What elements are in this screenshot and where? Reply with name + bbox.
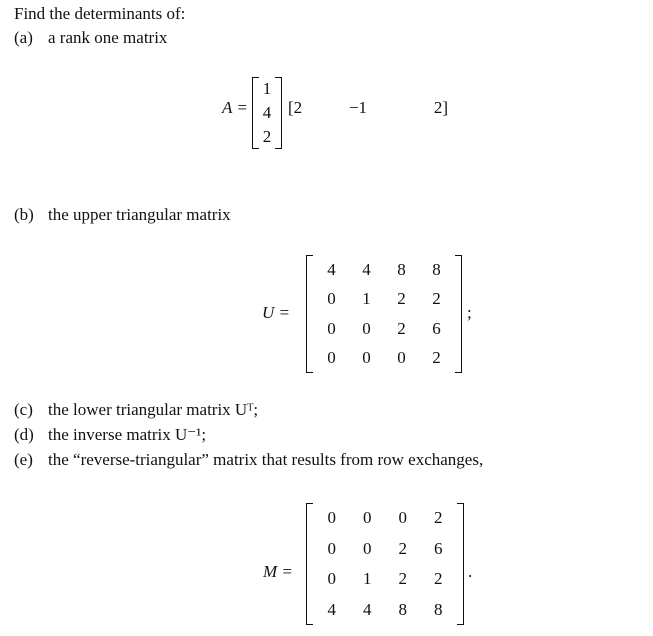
part-b bbox=[14, 205, 231, 225]
matrix-a-row bbox=[288, 98, 448, 118]
matrix-entry: 2 bbox=[262, 127, 272, 146]
matrix-entry: 8 bbox=[398, 599, 407, 619]
matrix-entry: 0 bbox=[327, 289, 336, 309]
matrix-entry: 0 bbox=[327, 508, 336, 528]
matrix-m-punct: . bbox=[468, 562, 473, 581]
part-a bbox=[14, 28, 167, 48]
matrix-entry: 1 bbox=[363, 569, 372, 589]
row-entry: [2 bbox=[288, 98, 303, 117]
matrix-entry: 2 bbox=[434, 508, 443, 528]
part-d bbox=[14, 425, 206, 445]
matrix-entry: 2 bbox=[398, 569, 407, 589]
matrix-entry: 4 bbox=[327, 599, 336, 619]
part-label: (c) bbox=[14, 400, 33, 419]
matrix-m-lhs: M = bbox=[263, 562, 293, 581]
part-label: (a) bbox=[14, 28, 33, 47]
matrix-entry: 0 bbox=[363, 508, 372, 528]
matrix-entry: 2 bbox=[434, 569, 443, 589]
matrix-entry: 1 bbox=[362, 289, 371, 309]
matrix-entry: 2 bbox=[397, 289, 406, 309]
matrix-u bbox=[306, 255, 462, 373]
matrix-entry: 2 bbox=[397, 318, 406, 338]
matrix-entry: 0 bbox=[327, 318, 336, 338]
matrix-entry: 0 bbox=[362, 318, 371, 338]
row-entry: −1 bbox=[348, 98, 368, 117]
intro-text: Find the determinants of: bbox=[14, 4, 186, 23]
matrix-entry: 0 bbox=[398, 508, 407, 528]
matrix-entry: 8 bbox=[432, 259, 441, 279]
part-label: (d) bbox=[14, 425, 34, 444]
matrix-entry: 2 bbox=[398, 538, 407, 558]
matrix-entry: 1 bbox=[262, 79, 272, 98]
matrix-entry: 4 bbox=[362, 259, 371, 279]
matrix-entry: 8 bbox=[397, 259, 406, 279]
matrix-entry: 0 bbox=[327, 569, 336, 589]
matrix-entry: 4 bbox=[363, 599, 372, 619]
matrix-entry: 4 bbox=[262, 103, 272, 122]
part-text: the inverse matrix U⁻¹; bbox=[48, 425, 207, 444]
matrix-entry: 0 bbox=[327, 348, 336, 368]
matrix-u-lhs: U = bbox=[262, 303, 290, 322]
matrix-entry: 0 bbox=[363, 538, 372, 558]
matrix-entry: 6 bbox=[434, 538, 443, 558]
part-label: (e) bbox=[14, 450, 33, 469]
part-text: a rank one matrix bbox=[48, 28, 168, 47]
matrix-entry: 8 bbox=[434, 599, 443, 619]
matrix-m bbox=[306, 503, 464, 625]
row-entry: 2] bbox=[433, 98, 448, 117]
matrix-a-lhs: A = bbox=[222, 98, 248, 117]
part-e bbox=[14, 450, 483, 470]
part-c bbox=[14, 400, 258, 420]
matrix-entry: 6 bbox=[432, 318, 441, 338]
part-label: (b) bbox=[14, 205, 34, 224]
matrix-u-punct: ; bbox=[467, 303, 472, 322]
matrix-entry: 2 bbox=[432, 289, 441, 309]
matrix-entry: 0 bbox=[362, 348, 371, 368]
part-text: the lower triangular matrix Uᵀ; bbox=[48, 400, 259, 419]
matrix-entry: 0 bbox=[397, 348, 406, 368]
matrix-entry: 2 bbox=[432, 348, 441, 368]
part-text: the “reverse-triangular” matrix that results from row exchanges, bbox=[48, 450, 484, 469]
matrix-a-column bbox=[252, 77, 282, 149]
matrix-entry: 4 bbox=[327, 259, 336, 279]
part-text: the upper triangular matrix bbox=[48, 205, 231, 224]
matrix-entry: 0 bbox=[327, 538, 336, 558]
